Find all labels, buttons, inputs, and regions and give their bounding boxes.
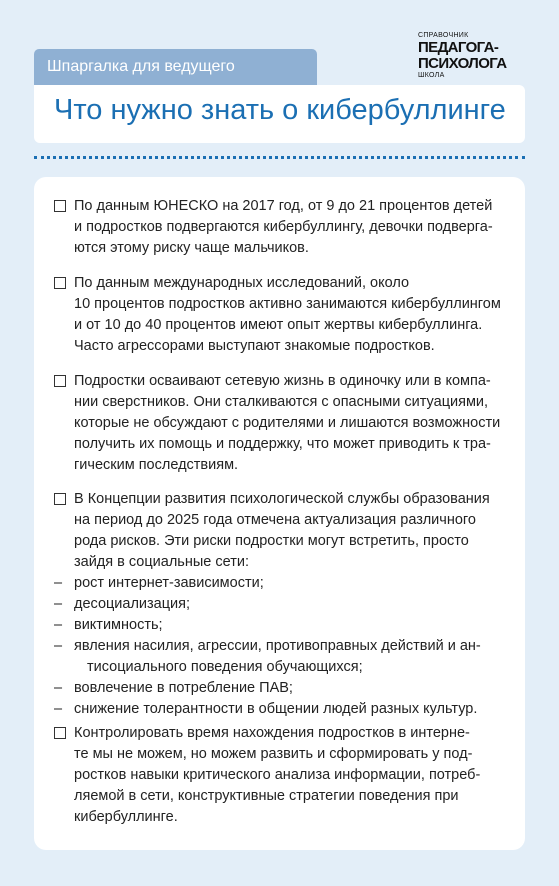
checkbox-icon — [54, 277, 66, 289]
item-text-line: зайдя в социальные сети: — [74, 554, 249, 570]
sublist-text: десоциализация; — [74, 596, 191, 612]
sublist-item — [54, 594, 514, 615]
item-text-line: По данным международных исследований, около — [74, 275, 410, 291]
item-text-line: гическим последствиям. — [74, 457, 239, 473]
sublist-item — [54, 699, 514, 720]
item-text-line: кибербуллинге. — [74, 809, 178, 825]
sublist-text: вовлечение в потребление ПАВ; — [74, 680, 293, 696]
logo-line-2: ПСИХОЛОГА — [418, 55, 507, 72]
logo-bottom-text: ШКОЛА — [418, 72, 445, 79]
header-tab — [34, 49, 317, 85]
checkbox-icon — [54, 493, 66, 505]
checkbox-icon — [54, 727, 66, 739]
item-text-line: В Концепции развития психологической службы образования — [74, 491, 490, 507]
dotted-divider — [34, 156, 525, 159]
list-item — [54, 273, 514, 357]
tab-label: Шпаргалка для ведущего — [47, 58, 235, 75]
dash-marker: – — [54, 638, 63, 654]
list-item — [54, 489, 514, 720]
item-text-line: Контролировать время нахождения подростков в интерне- — [74, 725, 470, 741]
item-text-line: По данным ЮНЕСКО на 2017 год, от 9 до 21 процентов детей — [74, 198, 493, 214]
item-text-line: которые не обсуждают с родителями и лишаются возможности — [74, 415, 501, 431]
content-card — [34, 177, 525, 850]
sublist-item — [54, 615, 514, 636]
item-text-line: получить их помощь и поддержку, что может приводить к тра- — [74, 436, 491, 452]
checkbox-icon — [54, 200, 66, 212]
item-text-line: и подростков подвергаются кибербуллингу, девочки подверга- — [74, 219, 493, 235]
sublist-text: рост интернет-зависимости; — [74, 575, 264, 591]
dash-marker: – — [54, 701, 63, 717]
list-item — [54, 723, 514, 828]
sublist-text: тисоциального поведения обучающихся; — [87, 659, 363, 675]
logo-line-1: ПЕДАГОГА- — [418, 39, 499, 56]
item-text-line: Часто агрессорами выступают знакомые подростков. — [74, 338, 435, 354]
dash-marker: – — [54, 596, 63, 612]
sublist-text: виктимность; — [74, 617, 163, 633]
item-text-line: ются этому риску чаще мальчиков. — [74, 240, 309, 256]
item-text-line: рода рисков. Эти риски подростки могут встретить, просто — [74, 533, 469, 549]
page-title: Что нужно знать о кибербуллинге — [54, 94, 506, 126]
sublist-text: явления насилия, агрессии, противоправных действий и ан- — [74, 638, 481, 654]
item-text-line: на период до 2025 года отмечена актуализация различного — [74, 512, 476, 528]
sublist-text: снижение толерантности в общении людей разных культур. — [74, 701, 478, 717]
dash-marker: – — [54, 617, 63, 633]
sublist-item — [54, 636, 514, 657]
dash-marker: – — [54, 680, 63, 696]
item-text-line: те мы не можем, но можем развить и сформировать у под- — [74, 746, 473, 762]
logo-top-text: СПРАВОЧНИК — [418, 32, 469, 39]
sublist-item — [54, 573, 514, 594]
checkbox-icon — [54, 375, 66, 387]
list-item — [54, 371, 514, 476]
sublist-item — [54, 678, 514, 699]
item-text-line: 10 процентов подростков активно занимаются кибербуллингом — [74, 296, 501, 312]
dash-marker: – — [54, 575, 63, 591]
title-box — [34, 85, 525, 143]
item-text-line: нии сверстников. Они сталкиваются с опасными ситуациями, — [74, 394, 489, 410]
item-text-line: и от 10 до 40 процентов имеют опыт жертвы кибербуллинга. — [74, 317, 483, 333]
sublist-item-continuation — [54, 657, 514, 678]
item-text-line: ростков навыки критического анализа информации, потреб- — [74, 767, 481, 783]
item-text-line: Подростки осваивают сетевую жизнь в одиночку или в компа- — [74, 373, 491, 389]
list-item — [54, 196, 514, 259]
publisher-logo — [418, 32, 536, 79]
item-text-line: ляемой в сети, конструктивные стратегии поведения при — [74, 788, 459, 804]
